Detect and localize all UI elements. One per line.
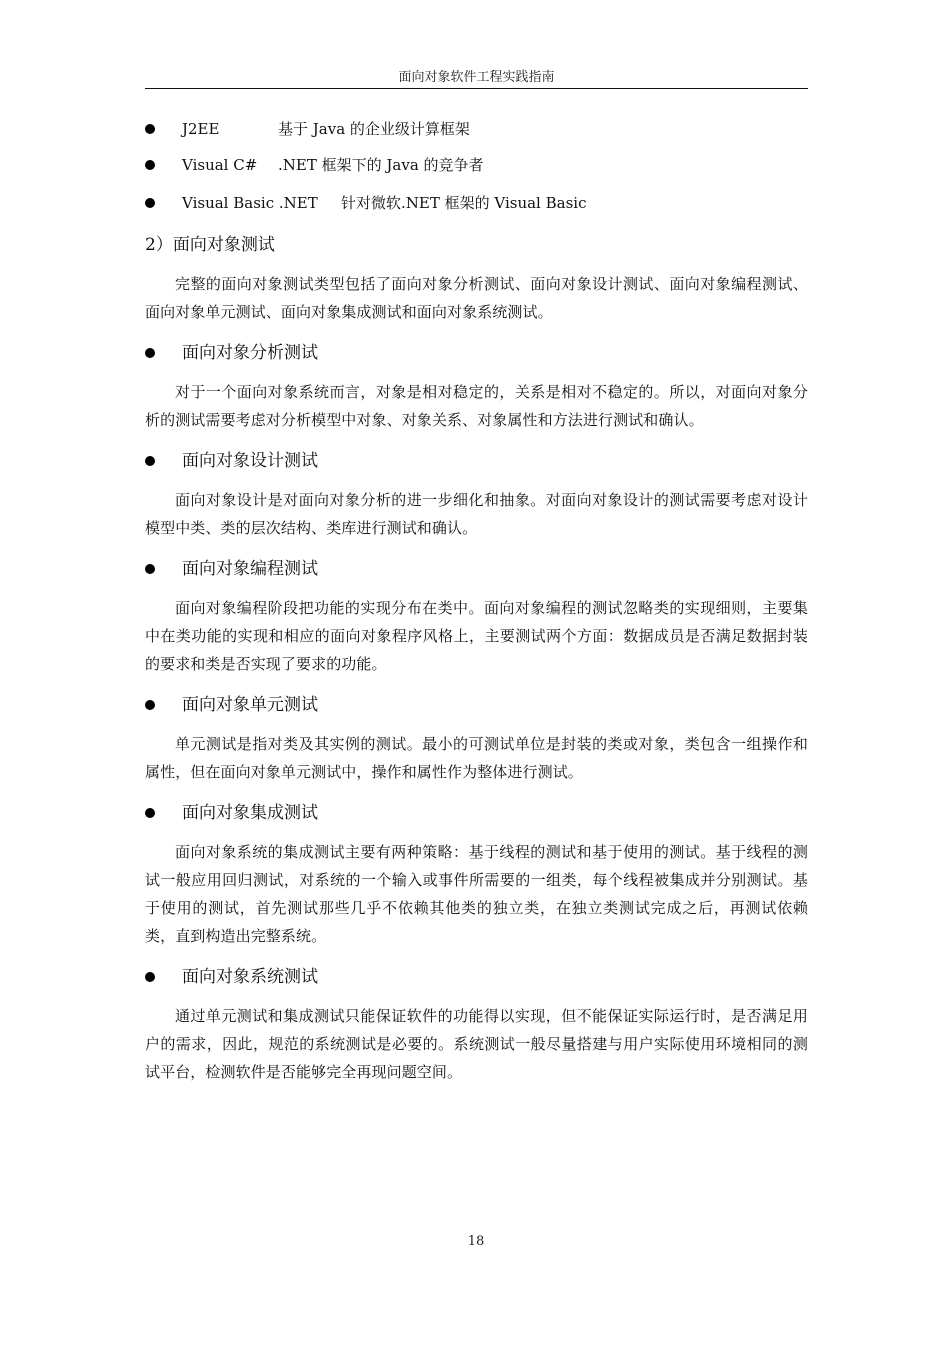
subsection-heading: [145, 960, 808, 994]
subsection-heading: [145, 552, 808, 586]
header-rule: [145, 88, 808, 89]
bullet-icon: [145, 456, 155, 466]
bullet-icon: [145, 198, 155, 208]
subsection-paragraph: 面向对象设计是对面向对象分析的进一步细化和抽象。对面向对象设计的测试需要考虑对设计模型中类、类的层次结构、类库进行测试和确认。: [145, 491, 808, 537]
tech-desc: 针对微软.NET 框架的 Visual Basic: [341, 194, 587, 212]
bullet-icon: [145, 124, 155, 134]
subsection-heading-text: 面向对象编程测试: [182, 559, 318, 579]
page-number: 18: [467, 1234, 485, 1249]
section-title: 2）面向对象测试: [145, 235, 275, 255]
tech-term: Visual Basic .NET: [182, 194, 318, 212]
subsection-heading: [145, 444, 808, 478]
tech-list-item: [145, 114, 808, 144]
tech-desc: 基于 Java 的企业级计算框架: [278, 120, 470, 138]
bullet-icon: [145, 808, 155, 818]
bullet-icon: [145, 160, 155, 170]
subsection-paragraph: 单元测试是指对类及其实例的测试。最小的可测试单位是封装的类或对象，类包含一组操作和属性，但在面向对象单元测试中，操作和属性作为整体进行测试。: [145, 735, 808, 781]
subsection-heading-text: 面向对象单元测试: [182, 695, 318, 715]
subsection-heading-text: 面向对象系统测试: [182, 967, 318, 987]
tech-desc: .NET 框架下的 Java 的竞争者: [278, 156, 484, 174]
tech-list-item: [145, 150, 808, 180]
subsection-heading-text: 面向对象分析测试: [182, 343, 318, 363]
subsection-heading: [145, 796, 808, 830]
subsection-heading: [145, 336, 808, 370]
subsection-paragraph: 面向对象编程阶段把功能的实现分布在类中。面向对象编程的测试忽略类的实现细则，主要集中在类功能的实现和相应的面向对象程序风格上，主要测试两个方面：数据成员是否满足数据封装的要求和类是否实现了要求的功能。: [145, 599, 808, 673]
running-header: 面向对象软件工程实践指南: [398, 70, 555, 85]
page-content: [145, 114, 808, 1096]
subsection-paragraph: 面向对象系统的集成测试主要有两种策略：基于线程的测试和基于使用的测试。基于线程的测试一般应用回归测试，对系统的一个输入或事件所需要的一组类，每个线程被集成并分别测试。基于使用的测试，首先测试那些几乎不依赖其他类的独立类，在独立类测试完成之后，再测试依赖类，直到构造出完整系统。: [145, 843, 808, 945]
bullet-icon: [145, 564, 155, 574]
bullet-icon: [145, 700, 155, 710]
tech-term: J2EE: [182, 120, 220, 138]
bullet-icon: [145, 972, 155, 982]
subsection-paragraph: 对于一个面向对象系统而言，对象是相对稳定的，关系是相对不稳定的。所以，对面向对象分析的测试需要考虑对分析模型中对象、对象关系、对象属性和方法进行测试和确认。: [145, 383, 808, 429]
tech-list-item: [145, 188, 808, 218]
section-intro: 完整的面向对象测试类型包括了面向对象分析测试、面向对象设计测试、面向对象编程测试、面向对象单元测试、面向对象集成测试和面向对象系统测试。: [145, 275, 808, 321]
bullet-icon: [145, 348, 155, 358]
subsection-heading-text: 面向对象设计测试: [182, 451, 318, 471]
subsection-heading: [145, 688, 808, 722]
subsection-heading-text: 面向对象集成测试: [182, 803, 318, 823]
subsection-paragraph: 通过单元测试和集成测试只能保证软件的功能得以实现，但不能保证实际运行时，是否满足用户的需求，因此，规范的系统测试是必要的。系统测试一般尽量搭建与用户实际使用环境相同的测试平台，检测软件是否能够完全再现问题空间。: [145, 1007, 808, 1081]
tech-term: Visual C#: [182, 156, 258, 174]
